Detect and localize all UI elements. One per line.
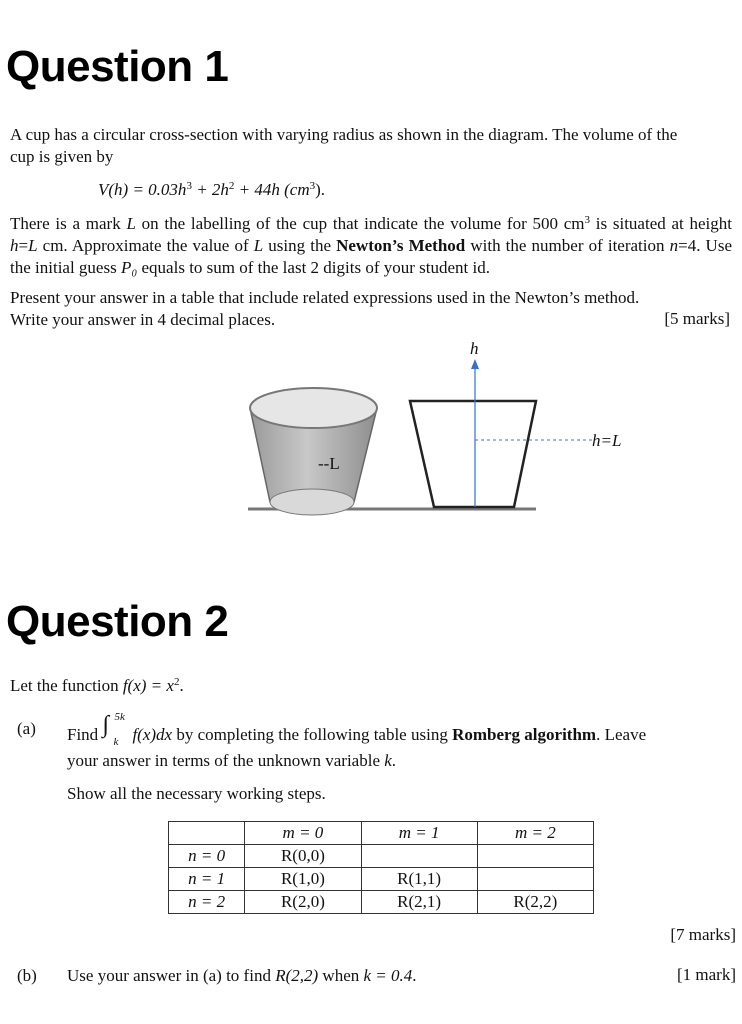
- question-1-heading: Question 1: [6, 42, 229, 91]
- q2-function-definition: Let the function $f(x) = x^2$.: [10, 676, 184, 695]
- table-cell: R(0,0): [245, 845, 361, 868]
- table-row-header: n = 2: [169, 891, 245, 914]
- table-header: m = 1: [361, 822, 477, 845]
- table-cell: R(1,1): [361, 868, 477, 891]
- table-header: m = 2: [477, 822, 593, 845]
- integral-sign: ∫ 5k k: [102, 711, 125, 748]
- q1-intro-line-2: cup is given by: [10, 147, 114, 166]
- q1-marks: [5 marks]: [664, 309, 730, 328]
- table-header-row: [169, 822, 594, 845]
- cup-mark-label: --L: [318, 454, 340, 473]
- table-row: [169, 845, 594, 868]
- table-row: [169, 891, 594, 914]
- table-cell: R(2,2): [477, 891, 593, 914]
- table-row-header: n = 1: [169, 868, 245, 891]
- table-cell: [477, 845, 593, 868]
- table-header: m = 0: [245, 822, 361, 845]
- table-cell: [477, 868, 593, 891]
- q1-instruction-line-2: Write your answer in 4 decimal places.: [10, 310, 276, 329]
- q1-instruction-line-1: Present your answer in a table that include related expressions used in the Newton’s method.: [10, 288, 640, 307]
- integral-symbol: ∫: [102, 712, 110, 738]
- arrow-up-icon: [471, 359, 479, 369]
- part-b-marks: [1 mark]: [676, 965, 736, 984]
- cup-3d-base: [270, 489, 354, 515]
- table-cell: [169, 822, 245, 845]
- question-2-heading: Question 2: [6, 597, 229, 646]
- part-a-line-3: Show all the necessary working steps.: [67, 784, 326, 803]
- cup-3d-rim: [250, 388, 377, 428]
- part-a-label: (a): [17, 719, 36, 738]
- height-axis-label: h: [470, 339, 479, 358]
- table-cell: R(2,1): [361, 891, 477, 914]
- q1-intro-line-1: A cup has a circular cross-section with varying radius as shown in the diagram. The volume of the: [10, 125, 678, 144]
- table-cell: [361, 845, 477, 868]
- table-row-header: n = 0: [169, 845, 245, 868]
- level-label: h=L: [592, 431, 622, 450]
- part-b-label: (b): [17, 966, 37, 985]
- table-cell: R(2,0): [245, 891, 361, 914]
- table-row: [169, 868, 594, 891]
- cup-outline: [410, 401, 536, 507]
- q1-volume-formula: $V(h) = 0.03h^3 + 2h^2 + 44h$ $(cm^3)$.: [98, 180, 326, 199]
- part-b-text: Use your answer in (a) to find R(2,2) when k = 0.4.: [67, 966, 417, 985]
- part-a-line-2: your answer in terms of the unknown variable k.: [67, 751, 397, 770]
- romberg-table: [168, 821, 594, 914]
- part-a-marks: [7 marks]: [670, 925, 736, 944]
- part-a-line-1: Find ∫ 5k k f(x)dx by completing the following table using Romberg algorithm. Leave: [67, 711, 647, 748]
- table-cell: R(1,0): [245, 868, 361, 891]
- q1-problem-paragraph: There is a mark L on the labelling of the cup that indicate the volume for 500 $cm^3$ is situated at height h=L cm. Approximate the value of L using the Newton’s Method with the number of iteration n=4. Use the initial guess P₀ equals to sum of the last 2 digits of your student id.: [10, 214, 732, 277]
